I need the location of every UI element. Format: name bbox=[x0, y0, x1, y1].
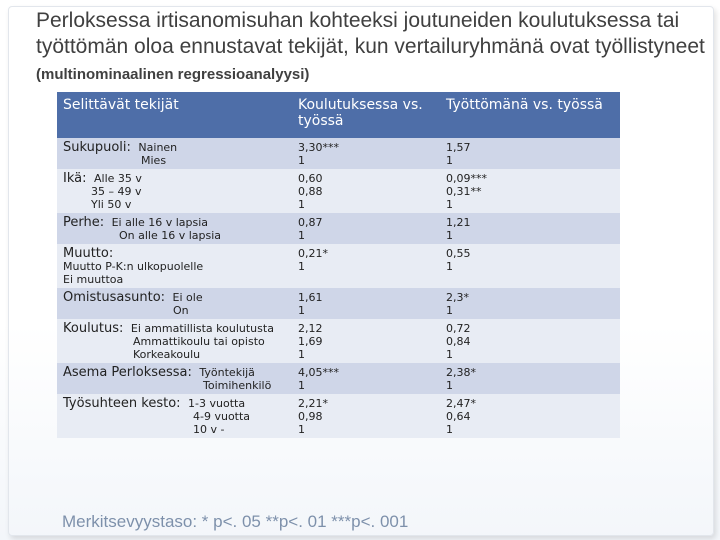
education-value-cell bbox=[292, 363, 440, 394]
odds-ratio-value: 1 bbox=[446, 260, 453, 273]
factor-category: 10 v - bbox=[193, 423, 225, 436]
education-value-cell bbox=[292, 169, 440, 213]
education-value-cell bbox=[292, 288, 440, 319]
factor-category: Työntekijä bbox=[199, 366, 255, 379]
odds-ratio-value: 0,60 bbox=[298, 172, 323, 185]
odds-ratio-value: 1,69 bbox=[298, 335, 323, 348]
odds-ratio-value: 2,47* bbox=[446, 397, 476, 410]
education-value-cell bbox=[292, 394, 440, 438]
odds-ratio-value: 0,55 bbox=[446, 247, 471, 260]
table-row bbox=[57, 288, 620, 319]
table-row bbox=[57, 244, 620, 288]
odds-ratio-value: 3,30*** bbox=[298, 141, 339, 154]
odds-ratio-value: 0,88 bbox=[298, 185, 323, 198]
odds-ratio-value: 0,98 bbox=[298, 410, 323, 423]
results-table bbox=[57, 92, 620, 438]
factor-category: Nainen bbox=[138, 141, 178, 154]
unemployed-value-cell bbox=[440, 169, 620, 213]
factor-category: Ei ole bbox=[172, 291, 203, 304]
factor-cell bbox=[57, 213, 292, 244]
education-value-cell bbox=[292, 319, 440, 363]
factor-label: Sukupuoli: bbox=[63, 140, 131, 155]
factor-category: Yli 50 v bbox=[91, 198, 132, 211]
odds-ratio-value: 0,31** bbox=[446, 185, 482, 198]
factor-category: Korkeakoulu bbox=[133, 348, 201, 361]
table-row bbox=[57, 394, 620, 438]
odds-ratio-value: 1 bbox=[446, 348, 453, 361]
odds-ratio-value: 1,21 bbox=[446, 216, 471, 229]
factor-label: Koulutus: bbox=[63, 321, 124, 336]
odds-ratio-value: 2,12 bbox=[298, 322, 323, 335]
factor-cell bbox=[57, 394, 292, 438]
odds-ratio-value: 1 bbox=[446, 198, 453, 211]
unemployed-value-cell bbox=[440, 319, 620, 363]
table-header-row bbox=[57, 92, 620, 138]
factor-category: 35 – 49 v bbox=[91, 185, 142, 198]
table-row bbox=[57, 138, 620, 169]
odds-ratio-value: 1 bbox=[298, 154, 305, 167]
significance-note: Merkitsevyystaso: * p<. 05 **p<. 01 ***p<. 001 bbox=[62, 512, 409, 531]
odds-ratio-value: 0,72 bbox=[446, 322, 471, 335]
factor-label: Omistusasunto: bbox=[63, 290, 166, 305]
odds-ratio-value: 1 bbox=[298, 260, 305, 273]
unemployed-value-cell bbox=[440, 213, 620, 244]
factor-category: Toimihenkilö bbox=[203, 379, 272, 392]
factor-cell bbox=[57, 244, 292, 288]
factor-label: Työsuhteen kesto: bbox=[63, 396, 181, 411]
slide-title-subtitle: (multinominaalinen regressioanalyysi) bbox=[36, 66, 310, 83]
factor-cell bbox=[57, 288, 292, 319]
factor-category: Alle 35 v bbox=[93, 172, 142, 185]
factor-category: Ammattikoulu tai opisto bbox=[133, 335, 265, 348]
odds-ratio-value: 0,64 bbox=[446, 410, 471, 423]
header-factors: Selittävät tekijät bbox=[57, 92, 292, 138]
factor-category: 4-9 vuotta bbox=[193, 410, 251, 423]
factor-label: Ikä: bbox=[63, 171, 87, 186]
unemployed-value-cell bbox=[440, 288, 620, 319]
odds-ratio-value: 1 bbox=[446, 304, 453, 317]
odds-ratio-value: 1 bbox=[446, 423, 453, 436]
unemployed-value-cell bbox=[440, 394, 620, 438]
factor-category: Ei alle 16 v lapsia bbox=[111, 216, 209, 229]
odds-ratio-value: 1,57 bbox=[446, 141, 471, 154]
factor-category: Ei ammatillista koulutusta bbox=[130, 322, 274, 335]
education-value-cell bbox=[292, 138, 440, 169]
header-unemployed-vs-work: Työttömänä vs. työssä bbox=[440, 92, 620, 138]
unemployed-value-cell bbox=[440, 363, 620, 394]
table-row bbox=[57, 319, 620, 363]
factor-category: Ei muuttoa bbox=[63, 273, 124, 286]
odds-ratio-value: 4,05*** bbox=[298, 366, 339, 379]
education-value-cell bbox=[292, 213, 440, 244]
odds-ratio-value: 2,3* bbox=[446, 291, 469, 304]
odds-ratio-value: 1 bbox=[446, 379, 453, 392]
unemployed-value-cell bbox=[440, 138, 620, 169]
odds-ratio-value: 1 bbox=[298, 198, 305, 211]
table-row bbox=[57, 169, 620, 213]
odds-ratio-value: 0,21* bbox=[298, 247, 328, 260]
odds-ratio-value: 2,21* bbox=[298, 397, 328, 410]
factor-label: Perhe: bbox=[63, 215, 105, 230]
factor-cell bbox=[57, 319, 292, 363]
slide-title bbox=[36, 8, 711, 88]
factor-label: Asema Perloksessa: bbox=[63, 365, 192, 380]
factor-cell bbox=[57, 363, 292, 394]
odds-ratio-value: 1 bbox=[446, 154, 453, 167]
factor-category: 1-3 vuotta bbox=[188, 397, 246, 410]
odds-ratio-value: 1 bbox=[298, 229, 305, 242]
factor-label: Muutto: bbox=[63, 246, 114, 261]
odds-ratio-value: 1 bbox=[298, 423, 305, 436]
odds-ratio-value: 0,87 bbox=[298, 216, 323, 229]
slide-title-main: Perloksessa irtisanomisuhan kohteeksi joutuneiden koulutuksessa tai työttömän oloa ennustavat tekijät, kun vertailuryhmänä ovat työllistyneet bbox=[36, 9, 705, 58]
education-value-cell bbox=[292, 244, 440, 288]
factor-category: On alle 16 v lapsia bbox=[119, 229, 222, 242]
odds-ratio-value: 0,84 bbox=[446, 335, 471, 348]
factor-category: Muutto P-K:n ulkopuolelle bbox=[63, 260, 204, 273]
factor-category: On bbox=[173, 304, 189, 317]
factor-cell bbox=[57, 169, 292, 213]
odds-ratio-value: 0,09*** bbox=[446, 172, 487, 185]
header-education-vs-work: Koulutuksessa vs. työssä bbox=[292, 92, 440, 138]
odds-ratio-value: 1 bbox=[446, 229, 453, 242]
odds-ratio-value: 1 bbox=[298, 304, 305, 317]
odds-ratio-value: 1 bbox=[298, 348, 305, 361]
factor-category: Mies bbox=[141, 154, 167, 167]
odds-ratio-value: 1 bbox=[298, 379, 305, 392]
table-row bbox=[57, 363, 620, 394]
unemployed-value-cell bbox=[440, 244, 620, 288]
factor-cell bbox=[57, 138, 292, 169]
odds-ratio-value: 2,38* bbox=[446, 366, 476, 379]
table-row bbox=[57, 213, 620, 244]
odds-ratio-value: 1,61 bbox=[298, 291, 323, 304]
